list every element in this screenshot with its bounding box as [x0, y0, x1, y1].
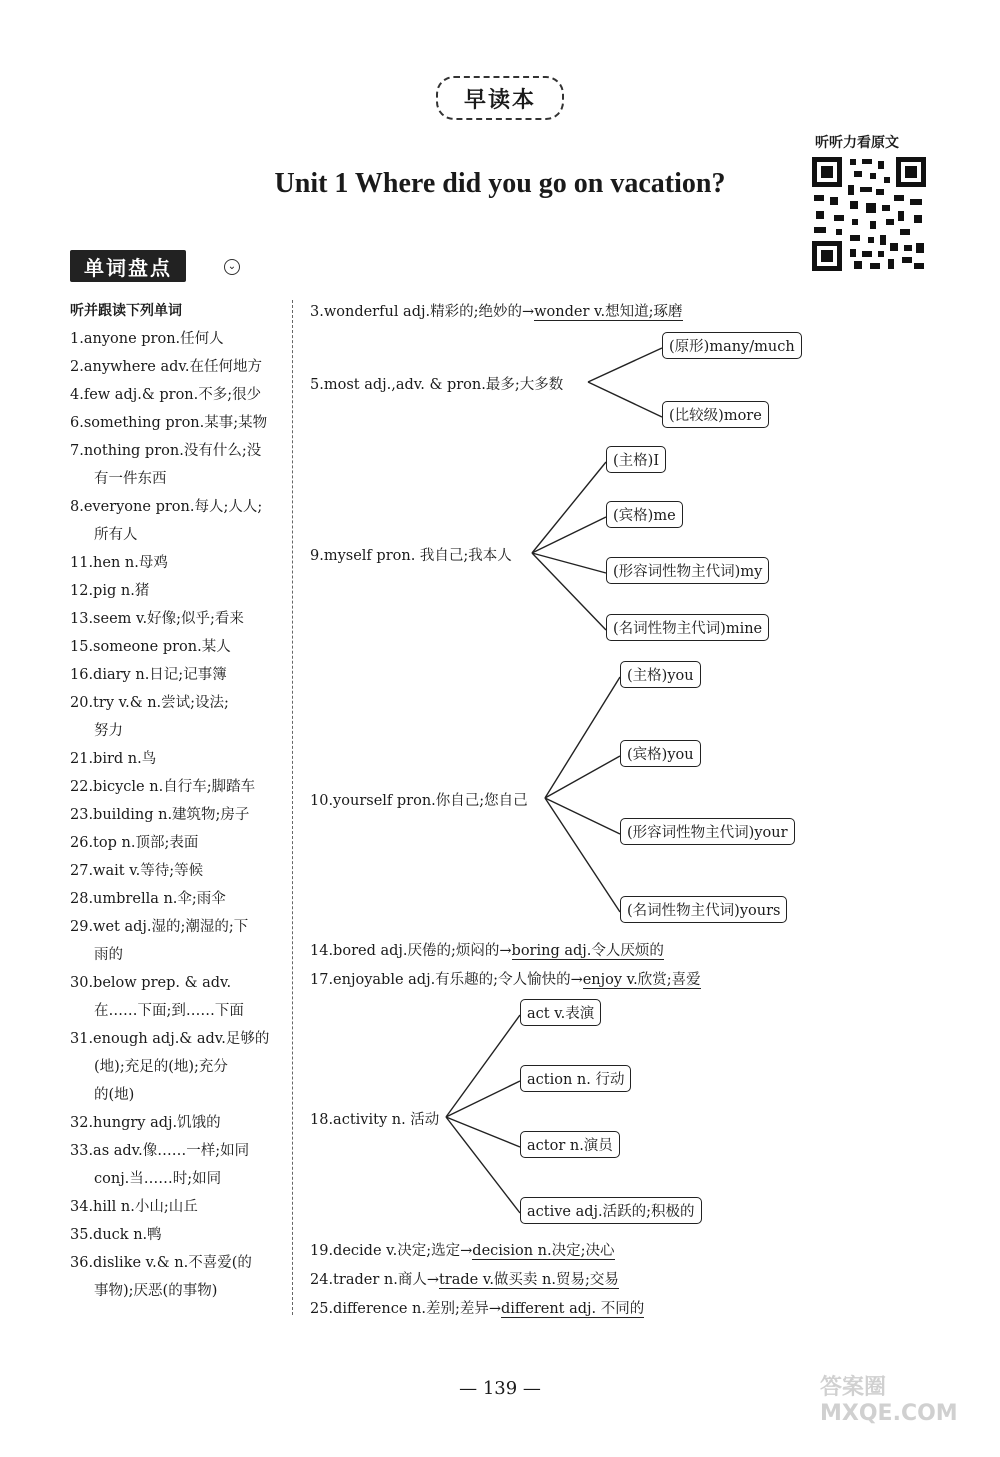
myself-branch-subject: (主格)I — [606, 446, 666, 473]
entry-trader — [310, 1268, 619, 1289]
entry-wonderful-head: 3.wonderful adj.精彩的;绝妙的→ — [310, 304, 535, 320]
word-duck: 35.duck n.鸭 — [70, 1227, 162, 1243]
word-wait: 27.wait v.等待;等候 — [70, 863, 204, 879]
word-someone: 15.someone pron.某人 — [70, 639, 231, 655]
myself-branch-adj-possessive: (形容词性物主代词)my — [606, 557, 769, 584]
entry-enjoyable-head: 17.enjoyable adj.有乐趣的;令人愉快的→ — [310, 972, 583, 988]
entry-decide — [310, 1239, 615, 1260]
yourself-branch-object: (宾格)you — [620, 740, 701, 767]
entry-enjoyable — [310, 968, 701, 989]
entry-myself: 9.myself pron. 我自己;我本人 — [310, 548, 512, 564]
word-nothing: 7.nothing pron.没有什么;没 — [70, 443, 262, 459]
word-anywhere: 2.anywhere adv.在任何地方 — [70, 359, 262, 375]
entry-difference — [310, 1297, 644, 1318]
word-enough-cont2: 的(地) — [94, 1087, 135, 1103]
activity-branch-action: action n. 行动 — [520, 1065, 631, 1092]
entry-trader-head: 24.trader n.商人→ — [310, 1272, 439, 1288]
word-anyone: 1.anyone pron.任何人 — [70, 331, 224, 347]
entry-bored-head: 14.bored adj.厌倦的;烦闷的→ — [310, 943, 512, 959]
word-enough: 31.enough adj.& adv.足够的 — [70, 1031, 270, 1047]
yourself-branch-adj-possessive: (形容词性物主代词)your — [620, 818, 795, 845]
entry-yourself: 10.yourself pron.你自己;您自己 — [310, 793, 528, 809]
word-as: 33.as adv.像……一样;如同 — [70, 1143, 250, 1159]
word-wet-cont: 雨的 — [94, 947, 123, 963]
entry-difference-derived: different adj. 不同的 — [501, 1301, 645, 1317]
word-building: 23.building n.建筑物;房子 — [70, 807, 250, 823]
word-try: 20.try v.& n.尝试;设法; — [70, 695, 229, 711]
entry-bored — [310, 939, 664, 960]
word-hill: 34.hill n.小山;山丘 — [70, 1199, 198, 1215]
activity-branch-actor: actor n.演员 — [520, 1131, 620, 1158]
entry-wonderful — [310, 300, 683, 321]
qr-label: 听听力看原文 — [815, 135, 899, 151]
chevron-down-icon: ⌄ — [224, 259, 240, 275]
word-everyone-cont: 所有人 — [94, 527, 138, 543]
word-pig: 12.pig n.猪 — [70, 583, 150, 599]
early-reading-badge: 早读本 — [436, 76, 564, 120]
watermark: 答案圈 MXQE.COM — [820, 1375, 958, 1426]
word-dislike-cont: 事物);厌恶(的事物) — [94, 1283, 218, 1299]
most-branch-comparative: (比较级)more — [662, 401, 769, 428]
word-bird: 21.bird n.鸟 — [70, 751, 157, 767]
unit-title: Unit 1 Where did you go on vacation? — [274, 168, 726, 199]
word-bicycle: 22.bicycle n.自行车;脚踏车 — [70, 779, 256, 795]
word-everyone: 8.everyone pron.每人;人人; — [70, 499, 263, 515]
word-below: 30.below prep. & adv. — [70, 975, 232, 991]
word-top: 26.top n.顶部;表面 — [70, 835, 199, 851]
page-number: — 139 — — [459, 1378, 541, 1399]
word-as-cont: conj.当……时;如同 — [94, 1171, 222, 1187]
word-diary: 16.diary n.日记;记事簿 — [70, 667, 227, 683]
left-column-heading: 听并跟读下列单词 — [70, 303, 182, 319]
section-title: 单词盘点 — [70, 250, 186, 282]
entry-trader-derived: trade v.做买卖 n.贸易;交易 — [438, 1272, 619, 1288]
word-nothing-cont: 有一件东西 — [94, 471, 167, 487]
yourself-branch-subject: (主格)you — [620, 661, 701, 688]
word-umbrella: 28.umbrella n.伞;雨伞 — [70, 891, 226, 907]
entry-difference-head: 25.difference n.差别;差异→ — [310, 1301, 502, 1317]
myself-branch-object: (宾格)me — [606, 501, 683, 528]
entry-decide-head: 19.decide v.决定;选定→ — [310, 1243, 473, 1259]
most-branch-base: (原形)many/much — [662, 332, 802, 359]
entry-enjoyable-derived: enjoy v.欣赏;喜爱 — [582, 972, 701, 988]
word-hen: 11.hen n.母鸡 — [70, 555, 168, 571]
entry-decide-derived: decision n.决定;决心 — [472, 1243, 615, 1259]
word-hungry: 32.hungry adj.饥饿的 — [70, 1115, 221, 1131]
word-enough-cont: (地);充足的(地);充分 — [94, 1059, 228, 1075]
activity-branch-act: act v.表演 — [520, 999, 601, 1026]
entry-bored-derived: boring adj.令人厌烦的 — [511, 943, 664, 959]
activity-branch-active: active adj.活跃的;积极的 — [520, 1197, 702, 1224]
yourself-branch-noun-possessive: (名词性物主代词)yours — [620, 896, 787, 923]
word-few: 4.few adj.& pron.不多;很少 — [70, 387, 262, 403]
entry-most: 5.most adj.,adv. & pron.最多;大多数 — [310, 377, 564, 393]
word-seem: 13.seem v.好像;似乎;看来 — [70, 611, 244, 627]
entry-wonderful-derived: wonder v.想知道;琢磨 — [534, 304, 683, 320]
entry-activity: 18.activity n. 活动 — [310, 1112, 440, 1128]
word-try-cont: 努力 — [94, 723, 123, 739]
word-wet: 29.wet adj.湿的;潮湿的;下 — [70, 919, 249, 935]
word-below-cont: 在……下面;到……下面 — [94, 1003, 244, 1019]
word-something: 6.something pron.某事;某物 — [70, 415, 268, 431]
myself-branch-noun-possessive: (名词性物主代词)mine — [606, 614, 769, 641]
word-dislike: 36.dislike v.& n.不喜爱(的 — [70, 1255, 252, 1271]
